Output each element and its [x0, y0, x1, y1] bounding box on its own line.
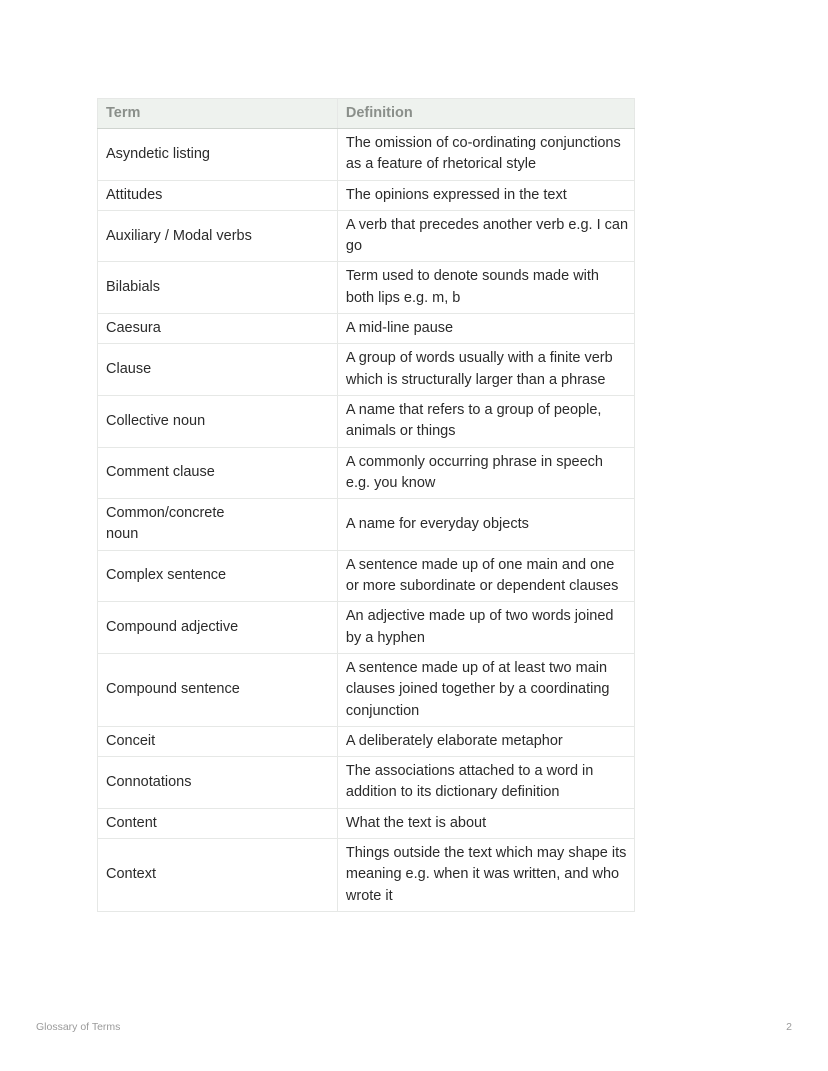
term-cell: Clause: [98, 344, 338, 396]
term-cell: Content: [98, 808, 338, 838]
definition-cell: A group of words usually with a finite verb which is structurally larger than a phrase: [337, 344, 634, 396]
term-cell: Asyndetic listing: [98, 129, 338, 181]
definition-cell: A name for everyday objects: [337, 499, 634, 551]
term-cell: Comment clause: [98, 447, 338, 499]
term-cell: Connotations: [98, 757, 338, 809]
column-header-definition: Definition: [337, 99, 634, 129]
table-row: [98, 395, 635, 447]
column-header-term: Term: [98, 99, 338, 129]
term-cell: Context: [98, 839, 338, 912]
definition-cell: A deliberately elaborate metaphor: [337, 726, 634, 756]
term-cell: Auxiliary / Modal verbs: [98, 210, 338, 262]
table-row: [98, 726, 635, 756]
term-cell: Compound adjective: [98, 602, 338, 654]
table-row: [98, 344, 635, 396]
table-row: [98, 757, 635, 809]
term-cell: Collective noun: [98, 395, 338, 447]
definition-cell: Term used to denote sounds made with both lips e.g. m, b: [337, 262, 634, 314]
definition-cell: The omission of co-ordinating conjunctions as a feature of rhetorical style: [337, 129, 634, 181]
term-cell: Compound sentence: [98, 653, 338, 726]
definition-cell: A name that refers to a group of people, animals or things: [337, 395, 634, 447]
term-cell: Attitudes: [98, 180, 338, 210]
glossary-table: [97, 98, 635, 912]
definition-cell: A verb that precedes another verb e.g. I can go: [337, 210, 634, 262]
term-cell: Conceit: [98, 726, 338, 756]
definition-cell: A commonly occurring phrase in speech e.g. you know: [337, 447, 634, 499]
definition-cell: The opinions expressed in the text: [337, 180, 634, 210]
footer-document-title: Glossary of Terms: [36, 1021, 121, 1033]
table-row: [98, 602, 635, 654]
table-row: [98, 129, 635, 181]
table-row: [98, 499, 635, 551]
definition-cell: A sentence made up of at least two main clauses joined together by a coordinating conjunction: [337, 653, 634, 726]
table-row: [98, 839, 635, 912]
term-cell: Caesura: [98, 314, 338, 344]
definition-cell: What the text is about: [337, 808, 634, 838]
table-row: [98, 447, 635, 499]
table-row: [98, 262, 635, 314]
table-row: [98, 314, 635, 344]
table-header-row: [98, 99, 635, 129]
table-row: [98, 210, 635, 262]
definition-cell: An adjective made up of two words joined by a hyphen: [337, 602, 634, 654]
table-row: [98, 808, 635, 838]
definition-cell: The associations attached to a word in addition to its dictionary definition: [337, 757, 634, 809]
term-cell: Bilabials: [98, 262, 338, 314]
table-row: [98, 653, 635, 726]
definition-cell: A mid-line pause: [337, 314, 634, 344]
definition-cell: A sentence made up of one main and one or more subordinate or dependent clauses: [337, 550, 634, 602]
term-cell: Common/concrete noun: [98, 499, 338, 551]
term-cell: Complex sentence: [98, 550, 338, 602]
definition-cell: Things outside the text which may shape its meaning e.g. when it was written, and who wrote it: [337, 839, 634, 912]
footer-page-number: 2: [786, 1021, 792, 1033]
table-row: [98, 180, 635, 210]
table-row: [98, 550, 635, 602]
